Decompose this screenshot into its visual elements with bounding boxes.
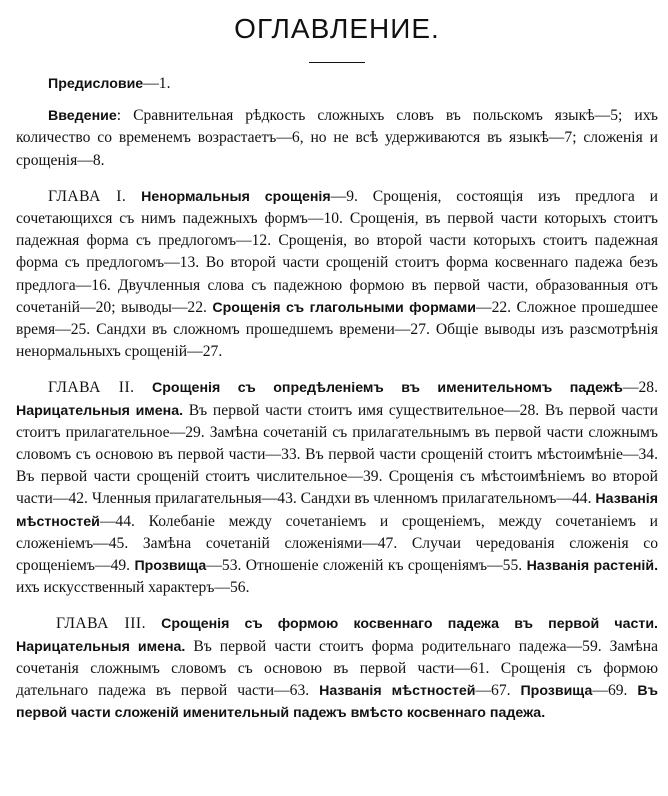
toc-entry-preface [16,73,658,95]
preface-page: —1. [143,75,171,92]
chapter-2-text-2: Въ первой части стоитъ имя существительное—28. Въ первой части стоитъ прилагательное—29. Замѣна сочетаній съ прилагательнымъ въ первой части сложнымъ словомъ съ основою въ первой части—33. Въ первой части срощеній стоитъ мѣстоимѣніе—34. Въ первой части срощеній стоитъ числительное—39. Срощенія съ мѣстоимѣніемъ во второй части—42. Членныя прилагательныя—43. Сандхи въ членномъ прилагательномъ—44. [16,401,658,508]
title-divider [309,62,365,63]
intro-label: Введение [48,108,117,125]
toc-entry-introduction [16,105,658,172]
chapter-2-text-5: ихъ искусственный характеръ—56. [16,579,250,597]
chapter-3-text-2: —67. [475,682,511,700]
chapter-3-text-3: —69. [592,682,628,700]
page-title: ОГЛАВЛЕНИЕ. [234,13,440,44]
chapter-3-heading: ГЛАВА III. [56,615,146,633]
intro-text: : Сравнительная рѣдкость сложныхъ словъ въ польскомъ языкѣ—5; ихъ количество со временемъ возрастаетъ—6, но не всѣ удерживаются въ языкѣ—7; сложенія и срощенія—8. [16,107,658,169]
chapter-2-text-4: —53. Отношеніе сложеній къ срощеніямъ—55. [206,557,523,575]
chapter-2-heading: ГЛАВА II. [48,379,135,397]
chapter-2-section-place-names: Названія мѣстностей [16,491,658,530]
toc-entry-chapter-3 [16,613,658,724]
toc-entry-chapter-1 [16,186,658,364]
chapter-2-section-plant-names: Названія растеній. [526,558,659,575]
chapter-2-text-3: —44. Колебаніе между сочетаніемъ и срощеніемъ, между сочетаніемъ и сложеніемъ—45. Замѣна сочетаній сложеніями—47. Случаи чередованія сложенія со срощеніемъ—49. [16,512,658,575]
chapter-2-section-nominative: Срощенія съ опредѣленіемъ въ именительномъ падежѣ [152,380,623,397]
preface-label: Предисловие [48,76,144,92]
chapter-3-section-place-names: Названія мѣстностей [319,683,476,700]
chapter-1-text-2: —22. Сложное прошедшее время—25. Сандхи въ сложномъ прошедшемъ времени—27. Общіе выводы изъ разсмотрѣнія ненормальныхъ срощеній—27. [16,298,658,361]
chapter-3-text-1: Въ первой части стоитъ форма родительнаго падежа—59. Замѣна сочетанія сложнымъ словомъ съ основою въ первой части—61. Срощенія съ формою дательнаго падежа въ первой части—63. [16,637,658,700]
chapter-3-section-oblique: Срощенія съ формою косвеннаго падежа въ первой части. Нарицательныя имена. [16,616,658,655]
chapter-2-text-1: —28. [622,379,658,397]
chapter-3-section-nominative-instead: Въ первой части сложеній именительный падежъ вмѣсто косвеннаго падежа. [16,683,658,722]
chapter-1-section-abnormal: Ненормальныя срощенія [141,188,331,205]
chapter-3-section-nicknames: Прозвища [520,683,593,700]
chapter-1-text-1: —9. Срощенія, состоящія изъ предлога и сочетающихся съ нимъ падежныхъ формъ—10. Срощенія, въ первой части которыхъ стоитъ падежная форма съ предлогомъ—12. Срощенія, во второй части которыхъ стоитъ падежная форма съ предлогомъ—13. Во второй части срощеній стоитъ форма косвеннаго падежа безъ предлога—16. Двучленныя слова съ падежною формою въ первой части, образованныя отъ сочетаній—20; выводы—22. [16,187,658,316]
chapter-2-section-common-nouns: Нарицательныя имена. [16,402,184,419]
chapter-1-section-verbal: Срощенія съ глагольными формами [212,299,476,316]
chapter-1-heading: ГЛАВА I. [48,187,127,205]
toc-entry-chapter-2 [16,377,658,599]
chapter-2-section-nicknames: Прозвища [134,558,207,575]
